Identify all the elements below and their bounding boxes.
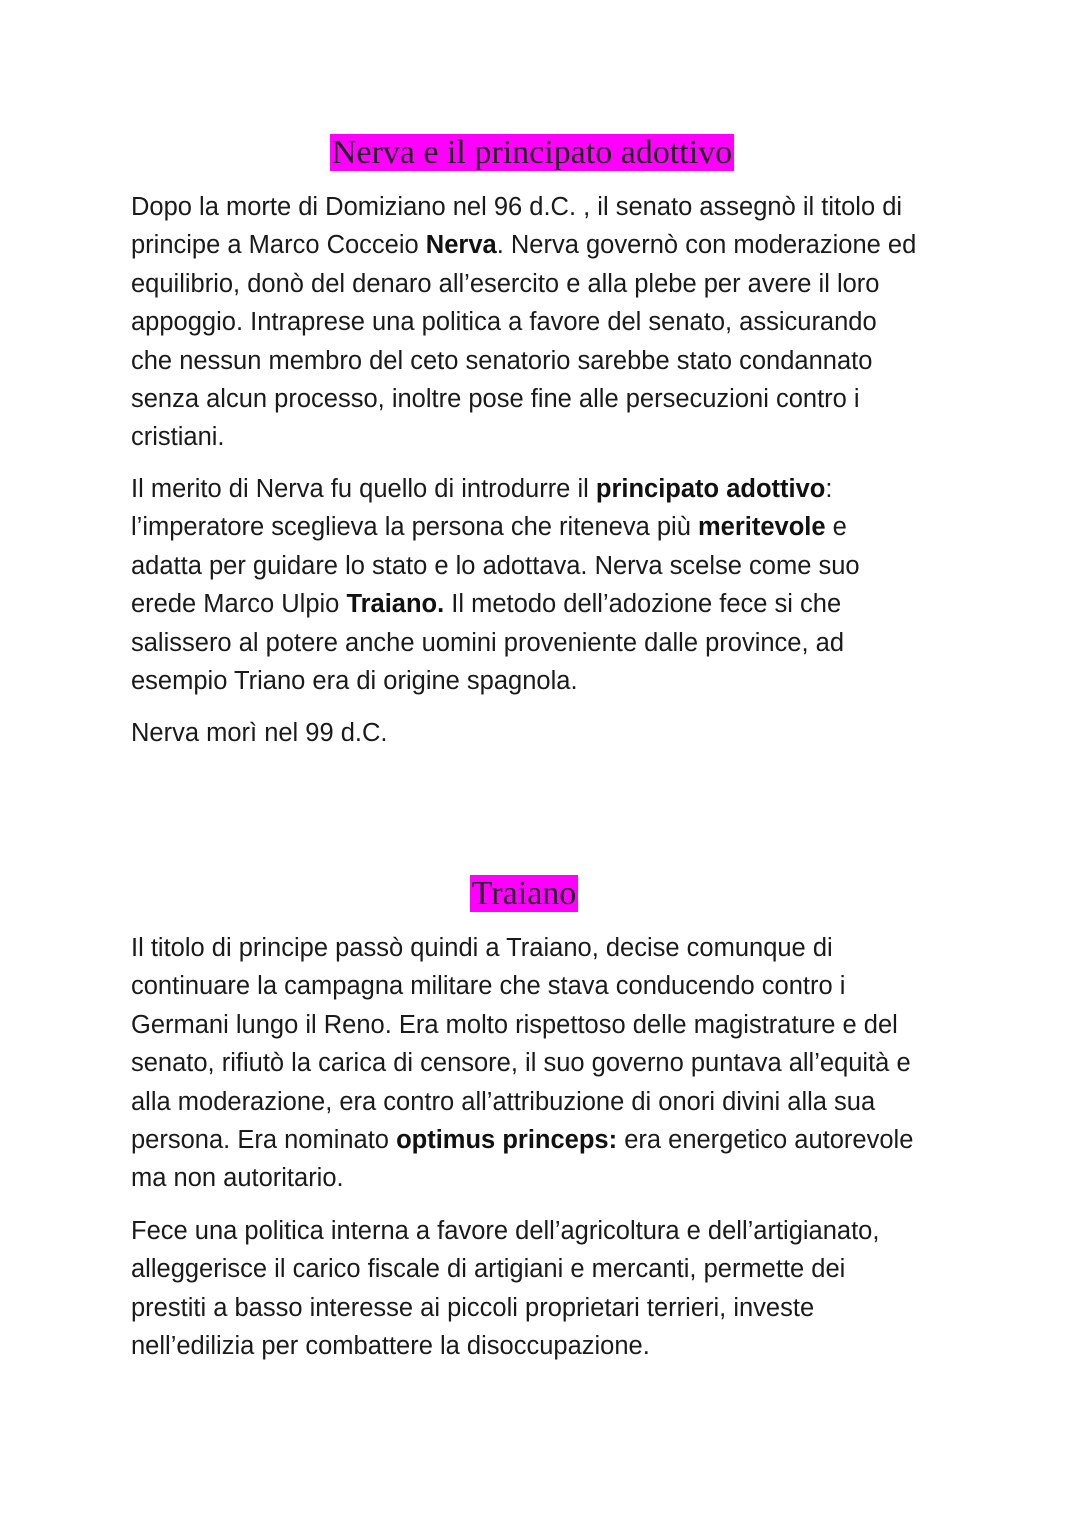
bold-term: Nerva	[425, 231, 497, 260]
text-line: alleggerisce il carico fiscale di artigiani e mercanti, permette dei	[131, 1255, 846, 1284]
section-title-nerva	[0, 133, 1072, 173]
text-line: Nerva morì nel 99 d.C.	[131, 719, 388, 747]
text-line: salissero al potere anche uomini proveniente dalle province, ad	[131, 628, 845, 657]
text-line: persona. Era nominato optimus princeps: era energetico autorevole	[131, 1126, 914, 1155]
text-line: prestiti a basso interesse ai piccoli proprietari terrieri, investe	[131, 1293, 815, 1322]
text-line: alla moderazione, era contro all’attribuzione di onori divini alla sua	[131, 1087, 876, 1116]
section-title-traiano	[0, 874, 1064, 914]
paragraph	[131, 929, 961, 1198]
paragraph	[131, 188, 961, 457]
text-line: senato, rifiutò la carica di censore, il suo governo puntava all’equità e	[131, 1049, 911, 1078]
text-line: principe a Marco Cocceio Nerva. Nerva governò con moderazione ed	[131, 231, 917, 260]
bold-term: meritevole	[697, 513, 826, 542]
bold-term: Traiano.	[346, 590, 445, 619]
highlighted-title: Traiano	[471, 875, 577, 912]
bold-term: optimus princeps:	[396, 1126, 618, 1155]
text-line: adatta per guidare lo stato e lo adottava. Nerva scelse come suo	[131, 551, 860, 580]
text-line: senza alcun processo, inoltre pose fine alle persecuzioni contro i	[131, 385, 860, 414]
text-line: esempio Triano era di origine spagnola.	[131, 667, 578, 696]
text-line: Il merito di Nerva fu quello di introdurre il principato adottivo:	[131, 475, 833, 503]
paragraph	[131, 714, 961, 752]
text-line: Fece una politica interna a favore dell’agricoltura e dell’artigianato,	[131, 1217, 880, 1245]
paragraph	[131, 470, 961, 700]
text-line: cristiani.	[131, 423, 225, 452]
text-line: Il titolo di principe passò quindi a Traiano, decise comunque di	[131, 934, 833, 962]
highlighted-title: Nerva e il principato adottivo	[331, 134, 733, 171]
text-line: erede Marco Ulpio Traiano. Il metodo dell’adozione fece si che	[131, 590, 842, 619]
text-line: continuare la campagna militare che stava conducendo contro i	[131, 972, 846, 1001]
text-line: Germani lungo il Reno. Era molto rispettoso delle magistrature e del	[131, 1010, 898, 1039]
text-line: ma non autoritario.	[131, 1164, 344, 1193]
text-line: appoggio. Intraprese una politica a favore del senato, assicurando	[131, 308, 877, 337]
text-line: l’imperatore sceglieva la persona che riteneva più meritevole e	[131, 513, 847, 542]
paragraph	[131, 1212, 961, 1366]
text-line: che nessun membro del ceto senatorio sarebbe stato condannato	[131, 346, 873, 375]
text-line: Dopo la morte di Domiziano nel 96 d.C. , il senato assegnò il titolo di	[131, 193, 903, 221]
text-line: equilibrio, donò del denaro all’esercito e alla plebe per avere il loro	[131, 269, 880, 298]
text-line: nell’edilizia per combattere la disoccupazione.	[131, 1332, 650, 1361]
bold-term: principato adottivo	[595, 475, 826, 503]
